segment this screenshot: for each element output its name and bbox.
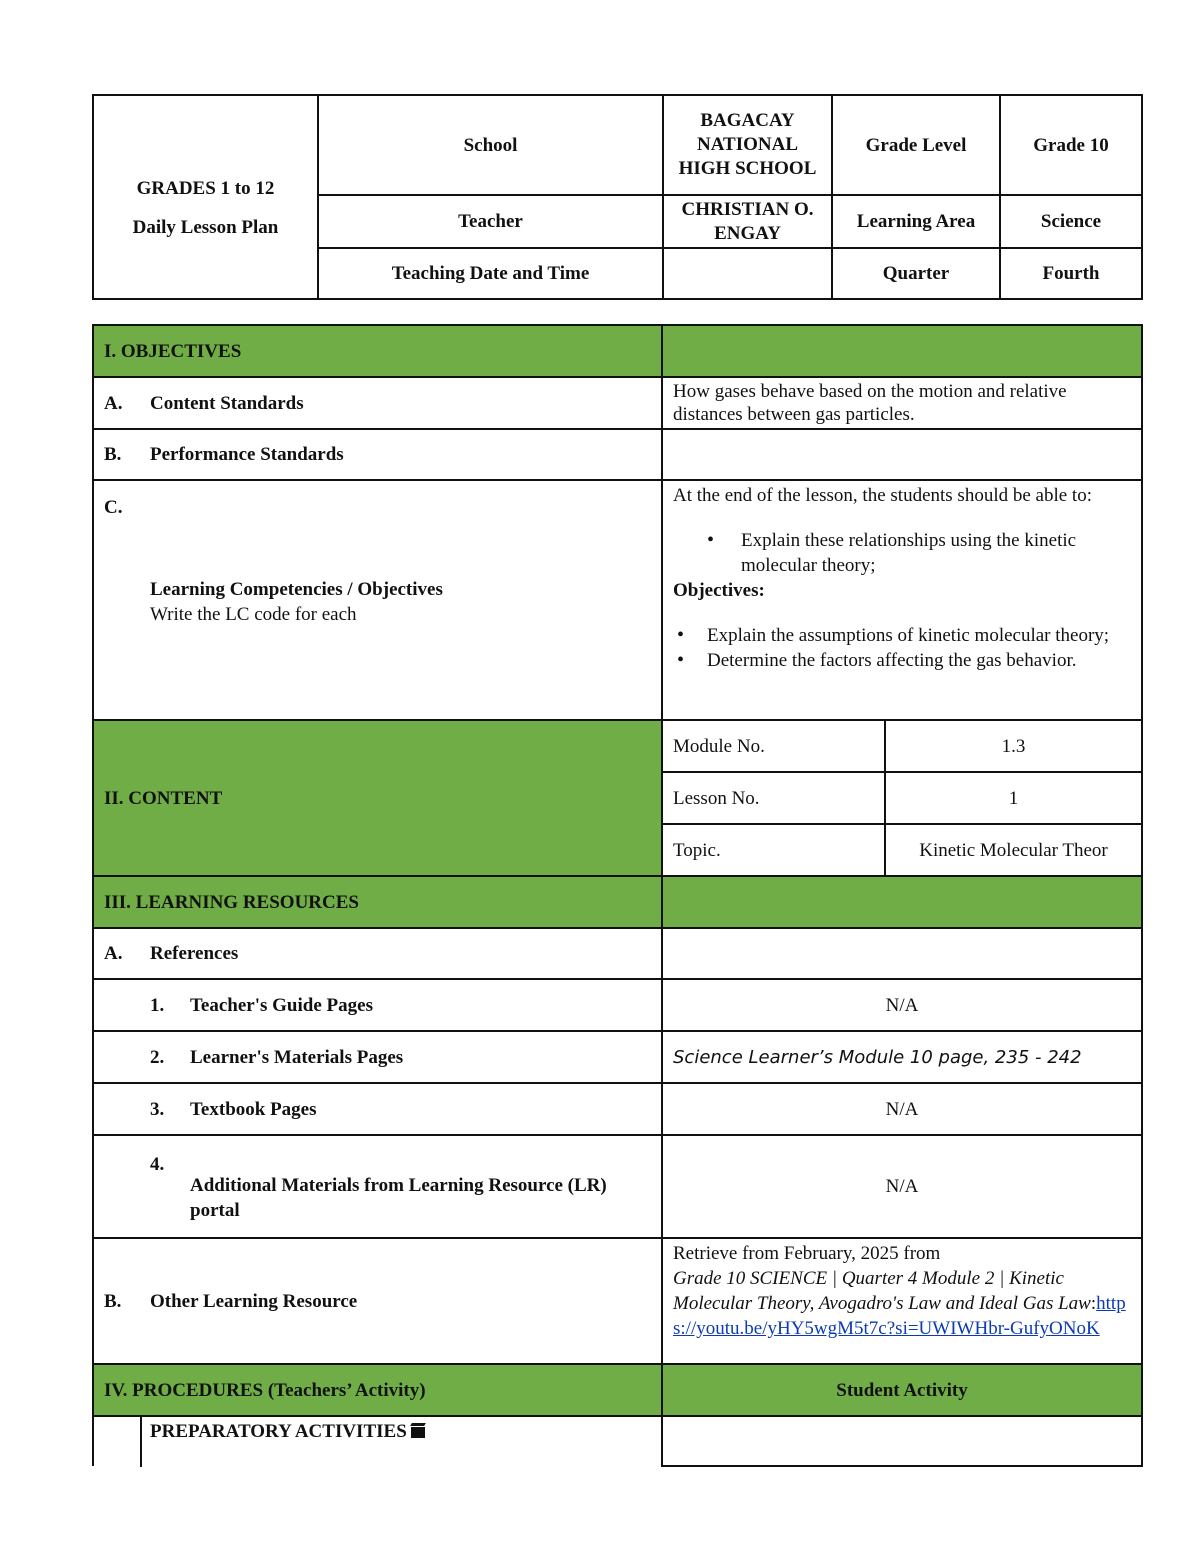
content-standards-label-cell: [93, 377, 662, 429]
lc-bullet-list: [673, 528, 1131, 578]
objectives-heading-blank: [662, 325, 1142, 377]
clapperboard-icon: [411, 1427, 425, 1438]
grade-level-label: Grade Level: [832, 95, 1000, 195]
lesson-value: 1: [885, 772, 1141, 824]
resource-item-num: 3.: [150, 1098, 165, 1120]
dlp-title-line2: Daily Lesson Plan: [132, 217, 279, 238]
resource-item-value: N/A: [662, 979, 1142, 1031]
topic-label: Topic.: [663, 824, 885, 875]
preparatory-cell: [93, 1416, 662, 1466]
lc-bullet: • Explain these relationships using the kinetic molecular theory;: [673, 528, 1131, 578]
quarter-value: Fourth: [1000, 248, 1142, 299]
references-label: References: [150, 943, 239, 964]
other-resource-label: Other Learning Resource: [150, 1290, 358, 1312]
teacher-label: Teacher: [318, 195, 663, 248]
content-details-table: [663, 721, 1141, 875]
performance-standards-letter: B.: [104, 444, 122, 465]
resource-item-num: 4.: [150, 1154, 165, 1175]
dlp-title-line1: GRADES 1 to 12: [136, 178, 275, 199]
resource-item-num: 1.: [150, 994, 165, 1016]
competencies-label: Learning Competencies / Objectives: [150, 579, 443, 600]
resource-item-label-cell: [93, 1135, 662, 1238]
header-table: [92, 94, 1143, 300]
date-time-label: Teaching Date and Time: [318, 248, 663, 299]
competencies-intro: At the end of the lesson, the students should be able to:: [673, 485, 1092, 506]
resource-item-label: Teacher's Guide Pages: [190, 994, 373, 1016]
learning-area-value: Science: [1000, 195, 1142, 248]
performance-standards-value: [662, 429, 1142, 480]
resource-item-label: Textbook Pages: [190, 1098, 317, 1120]
performance-standards-label-cell: [93, 429, 662, 480]
module-label: Module No.: [663, 721, 885, 772]
teacher-value: CHRISTIAN O. ENGAY: [663, 195, 832, 248]
resource-item-label: Learner's Materials Pages: [190, 1046, 404, 1068]
resource-item-value: N/A: [662, 1083, 1142, 1135]
resources-heading: III. LEARNING RESOURCES: [93, 876, 662, 928]
other-resource-value-cell: [662, 1238, 1142, 1364]
lesson-label: Lesson No.: [663, 772, 885, 824]
references-label-cell: [93, 928, 662, 979]
objectives-heading: I. OBJECTIVES: [93, 325, 662, 377]
resource-item-label-cell: [93, 1031, 662, 1083]
resource-item-value: N/A: [662, 1135, 1142, 1238]
resource-item-label: Additional Materials from Learning Resource (LR) portal: [190, 1175, 607, 1221]
competencies-value-cell: [662, 480, 1142, 720]
quarter-label: Quarter: [832, 248, 1000, 299]
references-value: [662, 928, 1142, 979]
performance-standards-label: Performance Standards: [150, 444, 344, 465]
content-standards-value: How gases behave based on the motion and relative distances between gas particles.: [662, 377, 1142, 429]
objective-bullet-list: [673, 623, 1131, 673]
topic-value: Kinetic Molecular Theor: [919, 839, 1108, 861]
other-resource-video-title: Grade 10 SCIENCE | Quarter 4 Module 2 | Kinetic Molecular Theory, Avogadro's Law and Ideal Gas Law: [673, 1268, 1091, 1314]
content-standards-label: Content Standards: [150, 392, 304, 414]
references-letter: A.: [104, 943, 123, 964]
other-resource-letter: B.: [104, 1290, 122, 1312]
other-resource-sep: :: [1090, 1293, 1097, 1314]
school-value: BAGACAY NATIONAL HIGH SCHOOL: [663, 95, 832, 195]
main-table: [92, 324, 1143, 1467]
learning-area-label: Learning Area: [832, 195, 1000, 248]
resource-item-label-cell: [93, 979, 662, 1031]
other-resource-label-cell: [93, 1238, 662, 1364]
procedures-heading: IV. PROCEDURES (Teachers’ Activity): [93, 1364, 662, 1416]
competencies-letter: C.: [104, 497, 123, 518]
school-label: School: [318, 95, 663, 195]
preparatory-student-cell: [662, 1416, 1142, 1466]
dlp-title-cell: [93, 95, 318, 299]
content-details-cell: [662, 720, 1142, 876]
competencies-note: Write the LC code for each: [150, 604, 357, 625]
preparatory-divider: [140, 1417, 142, 1467]
other-resource-line1: Retrieve from February, 2025 from: [673, 1243, 941, 1264]
objective-bullet: • Determine the factors affecting the gas behavior.: [673, 648, 1131, 673]
resource-item-value: Science Learner’s Module 10 page, 235 - 242: [662, 1031, 1142, 1083]
grade-level-value: Grade 10: [1000, 95, 1142, 195]
resource-item-num: 2.: [150, 1046, 165, 1068]
resource-item-label-cell: [93, 1083, 662, 1135]
video-link[interactable]: https://youtu.be/yHY5wgM5t7c?si=UWIWHbr-GufyONoK: [673, 1293, 1126, 1339]
date-time-value: [663, 248, 832, 299]
content-standards-letter: A.: [104, 392, 123, 414]
module-value: 1.3: [885, 721, 1141, 772]
resources-heading-blank: [662, 876, 1142, 928]
objective-bullet: • Explain the assumptions of kinetic molecular theory;: [673, 623, 1131, 648]
competencies-label-cell: [93, 480, 662, 720]
student-activity-heading: Student Activity: [662, 1364, 1142, 1416]
objectives-label: Objectives:: [673, 580, 765, 601]
preparatory-label: PREPARATORY ACTIVITIES: [150, 1421, 407, 1442]
content-heading: II. CONTENT: [93, 720, 662, 876]
